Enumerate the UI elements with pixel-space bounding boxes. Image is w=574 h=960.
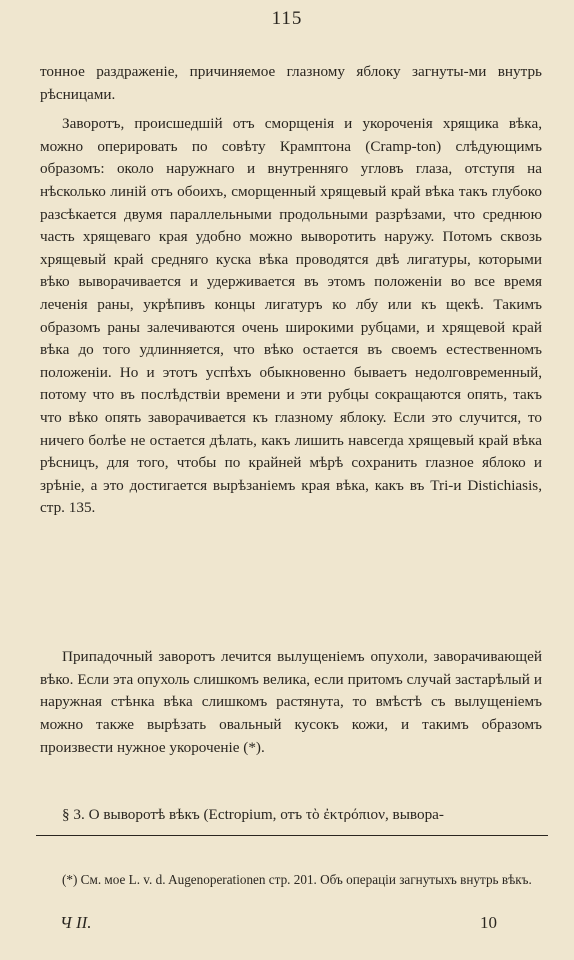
sheet-number: 10 bbox=[480, 913, 497, 932]
signature-mark: Ч II. bbox=[60, 913, 92, 932]
paragraph-crampton-operation: Заворотъ, происшедшій отъ сморщенія и укороченія хрящика вѣка, можно оперировать по совѣту Крамптона (Cramp-ton) слѣдующимъ образомъ: около наружнаго и внутренняго угловъ глаза, отступя на нѣсколько линій отъ обоихъ, сморщенный хрящевый край вѣка такъ глубоко разсѣкается двумя параллельными продольными разрѣзами, что среднюю часть хрящеваго края удобно можно выворотить наружу. Потомъ сквозь хрящевый край средняго куска вѣка проводятся двѣ лигатуры, которыми вѣко выворачивается и удерживается въ этомъ положеніи во все время леченія раны, укрѣпивъ концы лигатуръ ко лбу или къ щекѣ. Такимъ образомъ раны залечиваются очень широкими рубцами, и хрящевой край вѣка до того удлинняется, что вѣко остается въ своемъ естественномъ положеніи. Но и этотъ успѣхъ обыкновенно бываетъ недолговременный, потому что въ послѣдствіи времени и эти рубцы сокращаются опять, такъ что вѣко опять заворачивается къ глазному яблоку. Если это случится, то ничего болѣе не остается дѣлать, какъ лишить навсегда хрящевый край вѣка рѣсницъ, для того, чтобы по крайней мѣрѣ сохранить глазное яблоко и зрѣніе, а это достигается вырѣзаніемъ края вѣка, какъ въ Tri-и Distichiasis, стр. 135. bbox=[40, 115, 542, 517]
section-heading-ectropium: § 3. О выворотѣ вѣкъ (Ectropium, отъ τὸ ἐκτρόπιον, вывора- bbox=[62, 806, 444, 824]
footnote: (*) См. мое L. v. d. Augenoperationen стр. 201. Объ операціи загнутыхъ внутрь вѣкъ. bbox=[62, 872, 532, 888]
footnote-divider bbox=[36, 835, 548, 836]
page-number: 115 bbox=[271, 8, 303, 29]
paragraph-spasmodic-entropion: Припадочный заворотъ лечится вылущеніемъ опухоли, заворачивающей вѣко. Если эта опухоль слишкомъ велика, если притомъ случай застарѣлый и наружная стѣнка вѣка слишкомъ растянута, то вмѣстѣ съ вылущеніемъ можно также вырѣзать овальный кусокъ кожи, и такимъ образомъ произвести нужное укороченіе (*). bbox=[40, 648, 542, 756]
paragraph-continuation: тонное раздраженіе, причиняемое глазному яблоку загнуты-ми внутрь рѣсницами. bbox=[40, 63, 542, 103]
